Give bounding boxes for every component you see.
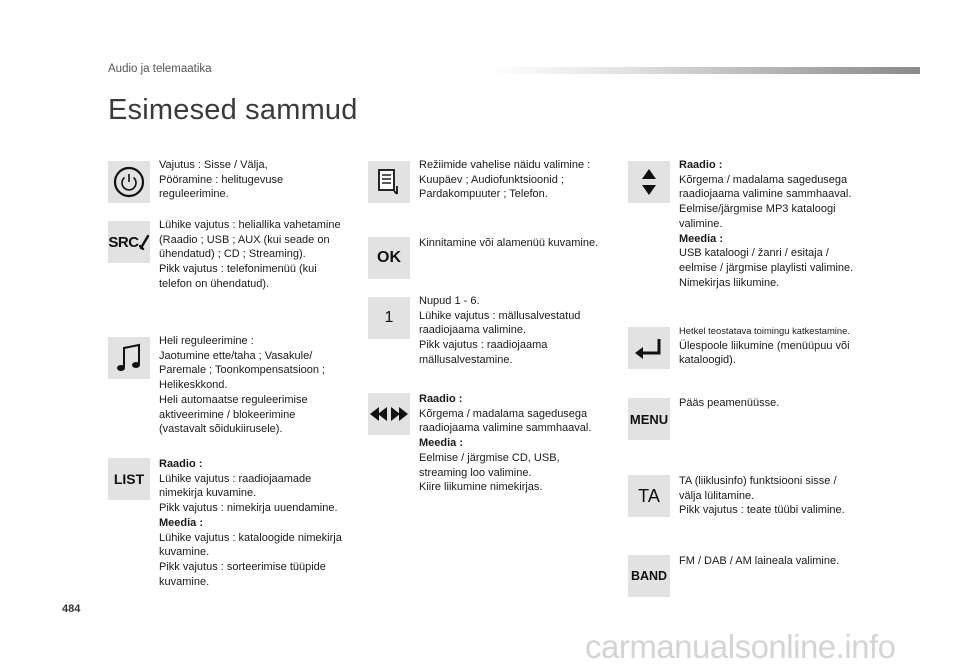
ta-label: TA xyxy=(638,485,660,506)
src-button[interactable] xyxy=(108,221,150,263)
band-description: FM / DAB / AM laineala valimine. xyxy=(679,555,840,567)
up-down-arrows-icon xyxy=(641,167,657,197)
ta-description: TA (liiklusinfo) funktsiooni sisse / välja lülitamine. Pikk vajutus : teate tüübi valimine. xyxy=(679,475,845,517)
src-label: SRC xyxy=(108,233,139,251)
phone-icon xyxy=(139,234,150,250)
mode-button[interactable] xyxy=(368,161,410,203)
power-button[interactable] xyxy=(108,161,150,203)
seek-arrows-icon xyxy=(369,404,409,424)
section-label: Audio ja telemaatika xyxy=(108,63,212,75)
seek-description: Raadio : Kõrgema / madalama sagedusega raadiojaama valimine sammhaaval. Meedia : Eelmise / järgmise CD, USB, streaming loo valimine. Kiire liikumine nimekirjas. xyxy=(419,393,592,494)
page-title: Esimesed sammud xyxy=(108,94,358,126)
up-down-buttons[interactable] xyxy=(628,161,670,203)
ok-button[interactable] xyxy=(368,237,410,279)
list-description: Raadio : Lühike vajutus : raadiojaamade nimekirja kuvamine. Pikk vajutus : nimekirja uuendamine. Meedia : Lühike vajutus : kataloogide nimekirja kuvamine. Pikk vajutus : sorteerimise tüüpide kuvamine. xyxy=(159,458,342,588)
band-label: BAND xyxy=(630,569,668,583)
back-description: Hetkel teostatava toimingu katkestamine. Ülespoole liikumine (menüüpuu või kataloogid). xyxy=(679,325,850,367)
preset-label: 1 xyxy=(384,309,394,326)
menu-label: MENU xyxy=(629,411,669,427)
src-description: Lühike vajutus : heliallika vahetamine (Raadio ; USB ; AUX (kui seade on ühendatud) ; CD ; Streaming). Pikk vajutus : telefonimenüü (kui telefon on ühendatud). xyxy=(159,219,341,290)
menu-description: Pääs peamenüüsse. xyxy=(679,397,780,409)
ok-label: OK xyxy=(377,249,401,266)
sound-description: Heli reguleerimine : Jaotumine ette/taha ; Vasakule/ Paremale ; Toonkompensatsioon ; Helikeskkond. Heli automaatse reguleerimise aktiveerimine / blokeerimine (vastavalt sõidukiirusele). xyxy=(159,335,326,436)
mode-icon xyxy=(375,166,403,198)
watermark: carmanualsonline.info xyxy=(585,628,896,665)
up-down-description: Raadio : Kõrgema / madalama sagedusega raadiojaama valimine sammhaaval. Eelmise/järgmise MP3 kataloogi valimine. Meedia : USB kataloogi / žanri / esitaja / eelmise / järgmise playlisti valimine. Nimekirjas liikumine. xyxy=(679,159,854,289)
power-icon xyxy=(113,166,145,198)
list-button[interactable] xyxy=(108,458,150,500)
ok-description: Kinnitamine või alamenüü kuvamine. xyxy=(419,237,599,249)
seek-buttons[interactable] xyxy=(368,393,410,435)
header-bar xyxy=(490,67,920,74)
back-button[interactable] xyxy=(628,327,670,369)
list-label: LIST xyxy=(113,471,145,487)
menu-button[interactable] xyxy=(628,398,670,440)
power-description: Vajutus : Sisse / Välja, Pööramine : helitugevuse reguleerimine. xyxy=(159,159,284,201)
music-note-icon xyxy=(115,342,143,374)
mode-description: Režiimide vahelise näidu valimine : Kuupäev ; Audiofunktsioonid ; Pardakompuuter ; Telefon. xyxy=(419,159,591,201)
band-button[interactable] xyxy=(628,555,670,597)
back-arrow-icon xyxy=(633,336,665,360)
preset-description: Nupud 1 - 6. Lühike vajutus : mällusalvestatud raadiojaama valimine. Pikk vajutus : raadiojaama mällusalvestamine. xyxy=(419,295,581,366)
ta-button[interactable] xyxy=(628,475,670,517)
page-number: 484 xyxy=(62,603,81,615)
sound-settings-button[interactable] xyxy=(108,337,150,379)
preset-buttons[interactable] xyxy=(368,297,410,339)
